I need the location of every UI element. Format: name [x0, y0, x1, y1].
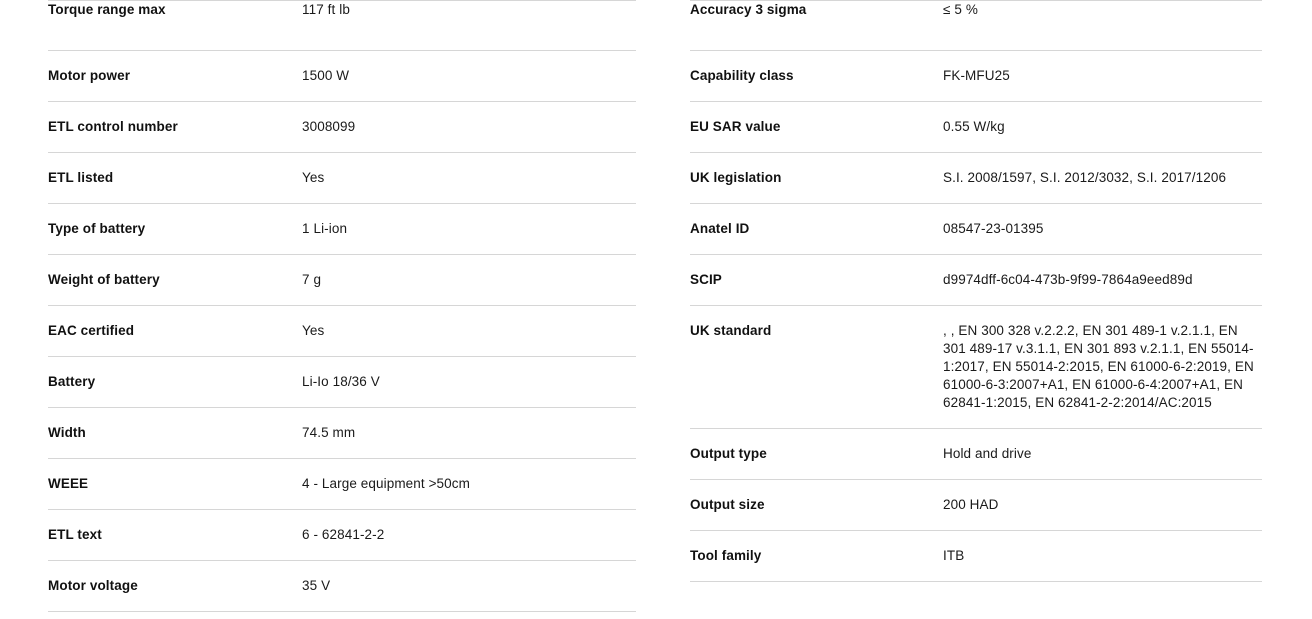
spec-value: S.I. 2008/1597, S.I. 2012/3032, S.I. 2017/1206 [943, 170, 1227, 185]
table-row [48, 204, 636, 255]
spec-label: Tool family [690, 548, 762, 563]
spec-label: ETL listed [48, 170, 114, 185]
table-row [48, 255, 636, 306]
table-row [48, 408, 636, 459]
spec-value: d9974dff-6c04-473b-9f99-7864a9eed89d [943, 272, 1193, 287]
table-row [48, 561, 636, 612]
spec-label: Output size [690, 497, 765, 512]
table-row [690, 51, 1262, 102]
spec-value: 1500 W [302, 68, 350, 83]
spec-value: 3008099 [302, 119, 356, 134]
spec-label: Motor power [48, 68, 131, 83]
spec-value: Li-Io 18/36 V [302, 374, 380, 389]
spec-label: Accuracy 3 sigma [690, 2, 807, 17]
spec-value: 74.5 mm [302, 425, 356, 440]
spec-value: 117 ft lb [302, 2, 350, 17]
table-row [48, 102, 636, 153]
spec-label: Width [48, 425, 86, 440]
spec-value: 6 - 62841-2-2 [302, 527, 385, 542]
spec-value: 7 g [302, 272, 322, 287]
spec-label: WEEE [48, 476, 89, 491]
table-row [48, 306, 636, 357]
table-row [690, 429, 1262, 480]
spec-value: Hold and drive [943, 446, 1032, 461]
spec-label: Capability class [690, 68, 794, 83]
spec-label: UK legislation [690, 170, 782, 185]
table-row [690, 531, 1262, 582]
spec-label: Anatel ID [690, 221, 750, 236]
spec-value: Yes [302, 170, 325, 185]
table-row [690, 306, 1262, 429]
spec-value: , , EN 300 328 v.2.2.2, EN 301 489-1 v.2.1.1, EN 301 489-17 v.3.1.1, EN 301 893 v.2.1.1, EN 55014-1:2017, EN 55014-2:2015, EN 61000-6-2:2019, EN 61000-6-3:2007+A1, EN 61000-6-4:2007+A1, EN 62841-1:2015, EN 62841-2-2:2014/AC:2015 [943, 323, 1258, 410]
spec-label: Motor voltage [48, 578, 138, 593]
table-row [690, 204, 1262, 255]
spec-label: ETL text [48, 527, 102, 542]
table-row [48, 459, 636, 510]
spec-column-left [48, 0, 636, 612]
spec-value: 200 HAD [943, 497, 999, 512]
spec-value: Yes [302, 323, 325, 338]
table-row [48, 153, 636, 204]
table-row [690, 153, 1262, 204]
spec-value: 08547-23-01395 [943, 221, 1044, 236]
spec-value: FK-MFU25 [943, 68, 1010, 83]
spec-label: EAC certified [48, 323, 135, 338]
spec-label: Weight of battery [48, 272, 160, 287]
spec-label: SCIP [690, 272, 722, 287]
spec-label: UK standard [690, 323, 772, 338]
table-row [48, 510, 636, 561]
table-row [690, 255, 1262, 306]
spec-value: 1 Li-ion [302, 221, 348, 236]
table-row [48, 51, 636, 102]
table-row [690, 480, 1262, 531]
spec-label: Type of battery [48, 221, 146, 236]
spec-label: Battery [48, 374, 96, 389]
spec-label: ETL control number [48, 119, 178, 134]
table-row [48, 357, 636, 408]
table-row [690, 102, 1262, 153]
table-row [690, 0, 1262, 51]
spec-label: Torque range max [48, 2, 166, 17]
spec-label: Output type [690, 446, 767, 461]
spec-label: EU SAR value [690, 119, 781, 134]
spec-value: ≤ 5 % [943, 2, 978, 17]
spec-value: 35 V [302, 578, 331, 593]
spec-column-right [690, 0, 1262, 612]
spec-value: ITB [943, 548, 965, 563]
table-row [48, 0, 636, 51]
spec-value: 0.55 W/kg [943, 119, 1005, 134]
spec-value: 4 - Large equipment >50cm [302, 476, 470, 491]
